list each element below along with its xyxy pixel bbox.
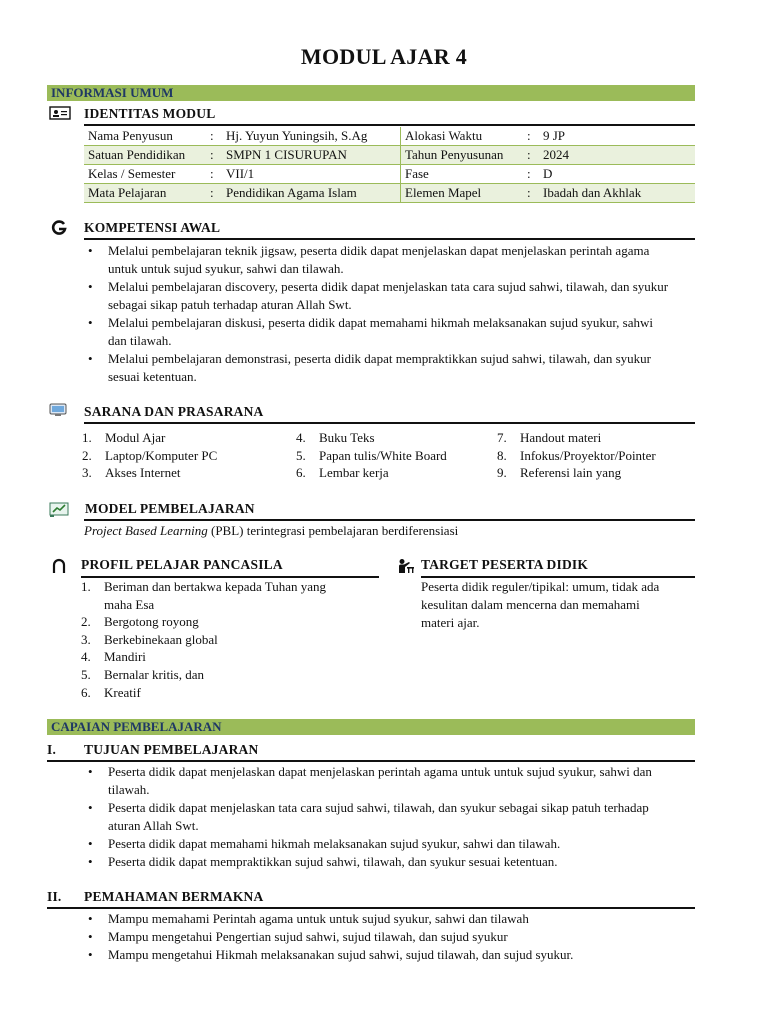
divider — [84, 422, 695, 424]
table-cell: : — [210, 127, 222, 146]
section-band-informasi-umum: INFORMASI UMUM — [47, 85, 695, 101]
list-item — [84, 853, 714, 871]
table-cell: Hj. Yuyun Yuningsih, S.Ag — [222, 127, 401, 146]
list-item-text: Melalui pembelajaran teknik jigsaw, peserta didik dapat menjelaskan dapat menjelaskan perintah agama — [108, 243, 650, 258]
table-row — [84, 184, 695, 203]
list-item-text: Mampu memahami Perintah agama untuk untuk sujud syukur, sahwi dan tilawah — [108, 911, 529, 926]
tujuan-list — [84, 763, 714, 871]
table-cell: Fase — [401, 165, 528, 184]
kompetensi-list — [84, 242, 724, 386]
list-number: 2. — [81, 614, 91, 630]
table-cell: : — [527, 146, 539, 165]
computer-icon — [49, 403, 67, 417]
table-cell: Pendidikan Agama Islam — [222, 184, 401, 203]
section-heading-sarana: SARANA DAN PRASARANA — [84, 404, 264, 419]
list-item — [82, 464, 282, 482]
list-item-text: tilawah. — [108, 782, 150, 797]
list-item-text: Papan tulis/White Board — [319, 447, 447, 463]
list-item-text: Melalui pembelajaran diskusi, peserta didik dapat memahami hikmah melaksanakan sujud syukur, sahwi — [108, 315, 653, 330]
divider — [84, 124, 695, 126]
target-text: kesulitan dalam mencerna dan memahami — [421, 597, 640, 612]
g-logo-icon — [51, 220, 67, 236]
section-heading-tujuan: TUJUAN PEMBELAJARAN — [84, 742, 259, 757]
list-item — [84, 350, 724, 386]
list-item — [81, 578, 381, 613]
list-item — [81, 613, 381, 631]
list-number: 7. — [497, 430, 507, 445]
list-item — [84, 242, 724, 278]
teacher-icon — [397, 558, 415, 574]
list-item-text: Kreatif — [104, 684, 141, 700]
list-item-text: Lembar kerja — [319, 465, 389, 481]
section-heading-identitas: IDENTITAS MODUL — [84, 106, 216, 121]
table-cell: Tahun Penyusunan — [401, 146, 528, 165]
page-title: MODUL AJAR 4 — [300, 44, 468, 69]
table-cell: : — [210, 165, 222, 184]
identitas-table — [84, 127, 695, 203]
target-description — [421, 578, 701, 632]
list-item — [81, 684, 381, 702]
list-item — [84, 928, 714, 946]
table-cell: : — [210, 184, 222, 203]
sarana-list-col3 — [497, 429, 697, 482]
table-row — [84, 146, 695, 165]
table-row — [84, 165, 695, 184]
table-cell: D — [539, 165, 695, 184]
table-cell: SMPN 1 CISURUPAN — [222, 146, 401, 165]
table-cell: Nama Penyusun — [84, 127, 210, 146]
table-cell: 9 JP — [539, 127, 695, 146]
table-cell: Mata Pelajaran — [84, 184, 210, 203]
list-item — [296, 447, 496, 465]
list-item-text: Peserta didik dapat menjelaskan tata cara sujud sahwi, tilawah, dan syukur sebagai sikap patuh terhadap — [108, 800, 649, 815]
list-item-text: Referensi lain yang — [520, 465, 622, 481]
list-item-text: Handout materi — [520, 430, 602, 445]
sarana-list-col2 — [296, 429, 496, 482]
list-item-text: Beriman dan bertakwa kepada Tuhan yang — [104, 579, 327, 594]
table-cell: Alokasi Waktu — [401, 127, 528, 146]
table-cell: : — [527, 184, 539, 203]
list-item-text: Infokus/Proyektor/Pointer — [520, 447, 656, 463]
target-text: Peserta didik reguler/tipikal: umum, tidak ada — [421, 579, 660, 594]
section-number: I. — [47, 742, 57, 757]
table-cell: Satuan Pendidikan — [84, 146, 210, 165]
model-italic-text: Project Based Learning — [84, 523, 208, 538]
list-item-text: Buku Teks — [319, 430, 375, 445]
list-item-text: Bergotong royong — [104, 614, 199, 630]
list-item — [497, 447, 697, 465]
section-heading-kompetensi: KOMPETENSI AWAL — [84, 220, 221, 235]
list-item-text: Laptop/Komputer PC — [105, 447, 218, 463]
list-item — [84, 314, 724, 350]
list-item — [84, 799, 714, 835]
table-cell: : — [527, 127, 539, 146]
divider — [47, 907, 695, 909]
table-row — [84, 127, 695, 146]
section-heading-profil: PROFIL PELAJAR PANCASILA — [81, 557, 283, 572]
list-number: 9. — [497, 465, 507, 481]
list-item — [81, 631, 381, 649]
list-item — [497, 429, 697, 447]
list-item-text: Modul Ajar — [105, 430, 166, 445]
list-item-text: Peserta didik dapat memahami hikmah melaksanakan sujud syukur, sahwi dan tilawah. — [108, 836, 561, 851]
section-band-capaian: CAPAIAN PEMBELAJARAN — [47, 719, 695, 735]
list-item — [497, 464, 697, 482]
list-item — [296, 429, 496, 447]
presentation-icon — [49, 502, 69, 518]
list-item — [84, 835, 714, 853]
list-item-text: sesuai ketentuan. — [108, 369, 197, 384]
list-item-text: dan tilawah. — [108, 333, 172, 348]
sarana-list-col1 — [82, 429, 282, 482]
list-item-text: untuk untuk sujud syukur, sahwi dan tilawah. — [108, 261, 344, 276]
table-cell: : — [527, 165, 539, 184]
section-heading-pemahaman: PEMAHAMAN BERMAKNA — [84, 889, 264, 904]
list-item-text: Mampu mengetahui Pengertian sujud sahwi, sujud tilawah, dan sujud syukur — [108, 929, 508, 944]
section-heading-model: MODEL PEMBELAJARAN — [85, 501, 255, 516]
list-item — [84, 763, 714, 799]
table-cell: 2024 — [539, 146, 695, 165]
list-item-text: Melalui pembelajaran discovery, peserta didik dapat menjelaskan tata cara sujud sahwi, tilawah, dan syukur — [108, 279, 669, 294]
list-item-text: Melalui pembelajaran demonstrasi, peserta didik dapat mempraktikkan sujud sahwi, tilawah, dan syukur — [108, 351, 651, 366]
list-item — [82, 429, 282, 447]
list-number: 4. — [296, 430, 306, 445]
target-text: materi ajar. — [421, 615, 480, 630]
list-item-text: sebagai sikap patuh terhadap aturan Allah Swt. — [108, 297, 352, 312]
list-item-text: Peserta didik dapat menjelaskan dapat menjelaskan perintah agama untuk untuk sujud syukur, sahwi dan — [108, 764, 652, 779]
list-number: 2. — [82, 447, 92, 463]
table-cell: : — [210, 146, 222, 165]
list-item — [84, 910, 714, 928]
list-item — [81, 648, 381, 666]
list-item — [81, 666, 381, 684]
list-item-text: Bernalar kritis, dan — [104, 666, 204, 682]
list-number: 1. — [82, 430, 92, 445]
list-number: 8. — [497, 447, 507, 463]
list-item-text: Berkebinekaan global — [104, 631, 218, 647]
section-number: II. — [47, 889, 62, 904]
model-text: (PBL) terintegrasi pembelajaran berdiferensiasi — [207, 523, 459, 538]
list-number: 5. — [296, 447, 306, 463]
list-number: 1. — [81, 579, 91, 594]
section-heading-target: TARGET PESERTA DIDIK — [421, 557, 589, 572]
pemahaman-list — [84, 910, 714, 964]
list-item-text: Peserta didik dapat mempraktikkan sujud sahwi, tilawah, dan syukur sesuai ketentuan. — [108, 854, 558, 869]
profil-list — [81, 578, 381, 701]
table-cell: Ibadah dan Akhlak — [539, 184, 695, 203]
list-number: 5. — [81, 666, 91, 682]
divider — [84, 238, 695, 240]
list-item — [84, 946, 714, 964]
id-card-icon — [49, 106, 71, 120]
model-description — [84, 522, 458, 540]
list-item-text: Mandiri — [104, 649, 146, 665]
list-number: 6. — [296, 465, 306, 481]
list-item — [84, 278, 724, 314]
list-item-text: Mampu mengetahui Hikmah melaksanakan sujud sahwi, sujud tilawah, dan sujud syukur. — [108, 947, 574, 962]
list-item-text: maha Esa — [104, 596, 155, 612]
table-cell: Kelas / Semester — [84, 165, 210, 184]
list-number: 6. — [81, 684, 91, 700]
list-item — [296, 464, 496, 482]
arch-icon — [52, 558, 66, 574]
list-number: 3. — [82, 465, 92, 481]
table-cell: Elemen Mapel — [401, 184, 528, 203]
list-item-text: Akses Internet — [105, 465, 181, 481]
table-cell: VII/1 — [222, 165, 401, 184]
list-number: 3. — [81, 631, 91, 647]
divider — [84, 519, 695, 521]
list-item — [82, 447, 282, 465]
divider — [47, 760, 695, 762]
list-item-text: aturan Allah Swt. — [108, 818, 199, 833]
list-number: 4. — [81, 649, 91, 665]
